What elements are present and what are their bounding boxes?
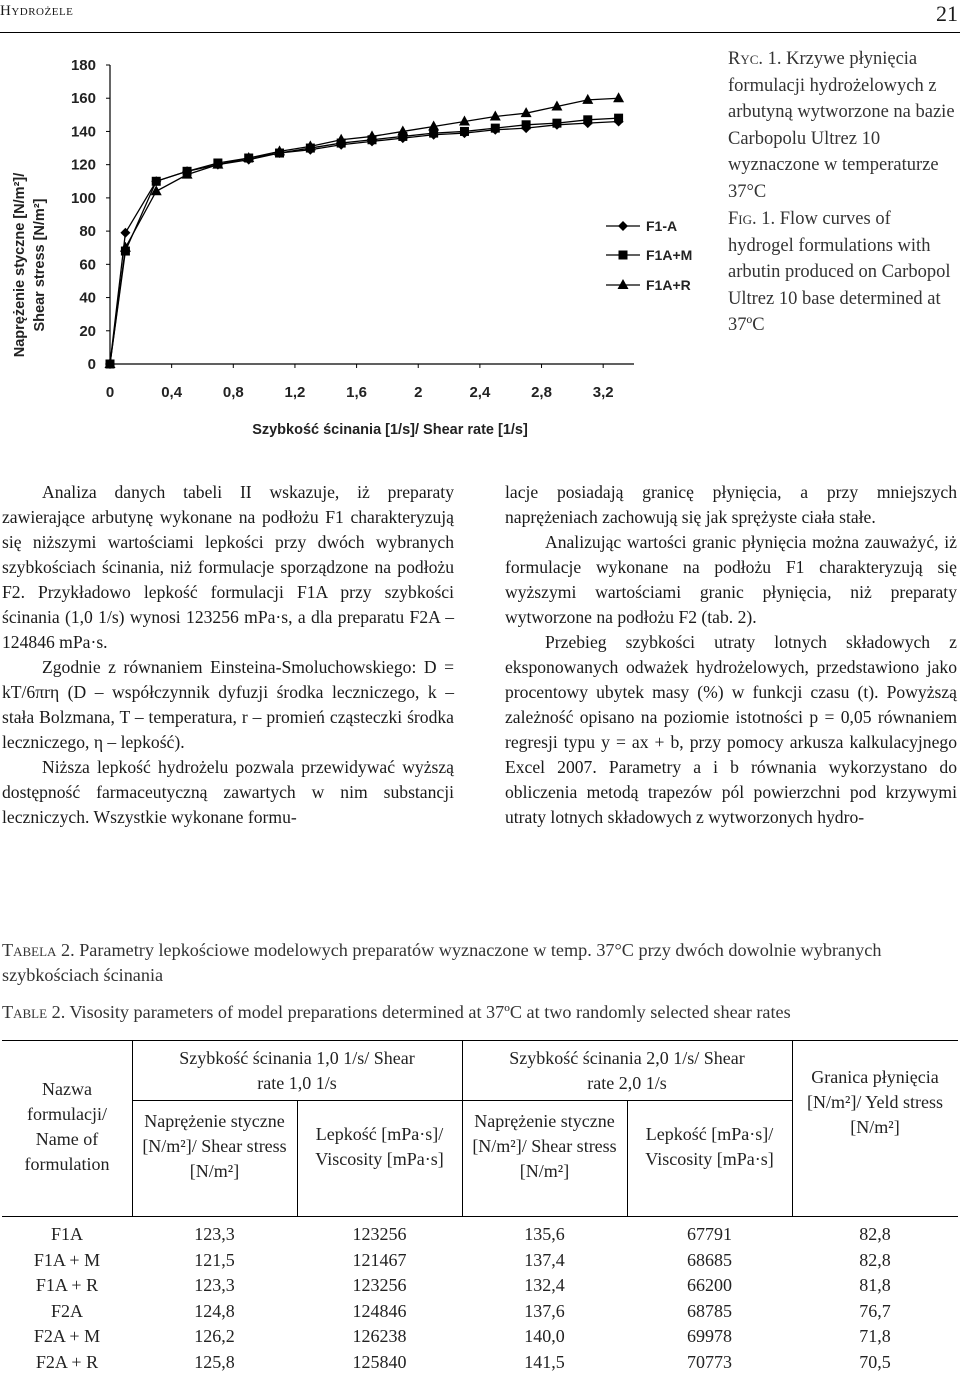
table-vrule xyxy=(627,1100,628,1216)
table-cell: 69978 xyxy=(687,1326,732,1346)
legend-label: F1A+R xyxy=(646,277,691,293)
header-viscosity-2: Lepkość [mPa·s]/ Viscosity [mPa·s] xyxy=(645,1124,774,1169)
header-rule xyxy=(0,32,960,33)
table-cell: 67791 xyxy=(687,1224,732,1244)
data-point xyxy=(491,124,500,133)
y-tick-label: 80 xyxy=(79,223,96,241)
header-stress-2: Naprężenie styczne [N/m²]/ Shear stress [N/m²] xyxy=(472,1111,617,1181)
y-axis-title-pl: Naprężenie styczne [N/m²]/ xyxy=(12,172,28,358)
table-caption-en-label: Table 2. xyxy=(2,1002,66,1022)
table-cell: 70773 xyxy=(687,1351,732,1372)
table-cell: 126,2 xyxy=(194,1326,235,1346)
data-point xyxy=(460,127,469,136)
y-tick-label: 20 xyxy=(79,322,96,340)
header-stress-1: Naprężenie styczne [N/m²]/ Shear stress [N/m²] xyxy=(142,1111,287,1181)
chart-series xyxy=(105,92,625,369)
table-cell: F1A + R xyxy=(35,1275,99,1295)
table-vrule xyxy=(462,1040,463,1216)
table-cell: F2A + M xyxy=(33,1326,101,1346)
table-vrule xyxy=(792,1040,793,1216)
table-row xyxy=(2,1299,958,1325)
paragraph: Analiza danych tabeli II wskazuje, iż preparaty zawierające arbutynę wykonane na podłożu F1 charakteryzują się niższymi wartościami lepkości przy dwóch wybranych szybkościach ścinania, niż formulacje sporządzone na podłożu F2. Przykładowo lepkość formulacji F1A przy szybkości ścinania (1,0 1/s) wynosi 123256 mPa·s, a dla preparatu F2A – 124846 mPa·s. xyxy=(2,482,454,652)
y-tick-label: 100 xyxy=(70,189,96,207)
table-cell: 121467 xyxy=(352,1249,407,1270)
table-vrule xyxy=(132,1040,133,1216)
figure-caption-pl xyxy=(728,46,960,205)
y-tick-label: 40 xyxy=(79,289,96,307)
paragraph: Analizując wartości granic płynięcia można zauważyć, iż formulacje wykonane na podłożu F1 charakteryzują się wyższymi wartościami granic płynięcia, niż preparaty wytworzone na podłożu F2 (tab. 2). xyxy=(505,532,957,627)
table-cell: 123256 xyxy=(352,1224,407,1244)
y-axis-title-en: Shear stress [N/m²] xyxy=(32,198,48,332)
figure-caption-en-text: Flow curves of hydrogel formulations with arbutin produced on Carbopol Ultrez 10 base determined at 37ºC xyxy=(728,209,951,335)
series-F1A+M xyxy=(106,114,624,369)
data-point xyxy=(522,120,531,129)
legend-marker xyxy=(618,221,628,231)
x-tick-label: 1,6 xyxy=(346,384,368,401)
y-tick-label: 140 xyxy=(70,123,96,141)
data-point xyxy=(552,119,561,128)
legend-label: F1A+M xyxy=(646,247,693,263)
x-tick-label: 2,4 xyxy=(469,384,491,401)
data-point xyxy=(120,228,130,238)
y-tick-label: 160 xyxy=(70,90,96,108)
table-cell: 125,8 xyxy=(194,1351,235,1372)
table-cell: F1A + M xyxy=(33,1249,101,1270)
y-tick-label: 60 xyxy=(79,256,96,274)
table-row xyxy=(2,1324,958,1350)
data-point xyxy=(582,94,593,104)
x-tick-label: 1,2 xyxy=(284,384,306,401)
table-cell: F1A xyxy=(50,1224,83,1244)
table-cell: F2A xyxy=(50,1300,83,1321)
table-cell: 132,4 xyxy=(524,1275,565,1295)
running-title: Hydrożele xyxy=(0,3,74,19)
table-cell: 137,6 xyxy=(524,1300,565,1321)
table-cell: 141,5 xyxy=(524,1351,565,1372)
table-row xyxy=(2,1350,958,1376)
table-cell: 81,8 xyxy=(859,1275,891,1295)
x-tick-label: 3,2 xyxy=(592,384,614,401)
x-tick-label: 0,4 xyxy=(161,384,183,401)
series-line xyxy=(110,121,619,364)
header-rate2: Szybkość ścinania 2,0 1/s/ Shear rate 2,0 1/s xyxy=(509,1048,745,1093)
table-cell: 123256 xyxy=(352,1275,407,1295)
x-tick-label: 0,8 xyxy=(222,384,244,401)
table-caption-pl xyxy=(2,938,958,988)
legend-label: F1-A xyxy=(646,218,678,234)
data-point xyxy=(614,114,623,123)
table-cell: F2A + R xyxy=(35,1351,99,1372)
x-tick-label: 2,8 xyxy=(531,384,552,401)
series-F1A+R xyxy=(105,92,625,368)
table-body xyxy=(2,1222,958,1375)
table-cell: 125840 xyxy=(352,1351,407,1372)
body-column-left xyxy=(2,480,454,830)
figure-caption-en xyxy=(728,206,960,339)
table-caption-en xyxy=(2,1000,958,1025)
paragraph: Zgodnie z równaniem Einsteina-Smoluchowskiego: D = kT/6πrη (D – współczynnik dyfuzji środka leczniczego, k – stała Bolzmana, T – temperatura, r – promień cząsteczki środka leczniczego, η – lepkość). xyxy=(2,657,454,752)
table-cell: 71,8 xyxy=(859,1326,891,1346)
x-tick-label: 0 xyxy=(105,384,115,401)
figure-caption-pl-label: Ryc. 1. xyxy=(728,49,782,69)
table-row xyxy=(2,1273,958,1299)
table-cell: 76,7 xyxy=(859,1300,891,1321)
data-point xyxy=(613,92,624,102)
legend-marker xyxy=(618,279,629,289)
table-cell: 82,8 xyxy=(859,1224,891,1244)
paragraph: lacje posiadają granicę płynięcia, a przy mniejszych naprężeniach zachowują się jak sprężyste ciała stałe. xyxy=(505,482,957,527)
table-cell: 121,5 xyxy=(194,1249,235,1270)
table-vrule xyxy=(297,1100,298,1216)
table-caption-pl-label: Tabela 2. xyxy=(2,940,75,960)
table-cell: 124846 xyxy=(352,1300,407,1321)
data-point xyxy=(152,177,161,186)
table-cell: 68685 xyxy=(687,1249,732,1270)
flow-curve-chart xyxy=(0,40,720,440)
table-cell: 123,3 xyxy=(194,1275,235,1295)
table-row xyxy=(2,1222,958,1248)
header-yield: Granica płynięcia [N/m²]/ Yeld stress [N/m²] xyxy=(807,1067,943,1137)
table-rule-header xyxy=(2,1216,958,1217)
table-cell: 68785 xyxy=(687,1300,732,1321)
table-cell: 126238 xyxy=(352,1326,407,1346)
paragraph: Przebieg szybkości utraty lotnych składowych z eksponowanych odważek hydrożelowych, przedstawiono jako procentowy ubytek masy (%) w funkcji czasu (t). Powyższą zależność opisano na poziomie istotności p = 0,05 równaniem regresji typu y = ax + b, przy pomocy arkusza kalkulacyjnego Excel 2007. Parametry a i b równania wykorzystano do obliczenia metodą trapezów pól powierzchni pod krzywymi utraty lotnych składowych z wytworzonych hydro- xyxy=(505,632,957,827)
header-viscosity-1: Lepkość [mPa·s]/ Viscosity [mPa·s] xyxy=(315,1124,444,1169)
header-name: Nazwa formulacji/ Name of formulation xyxy=(24,1079,110,1174)
table-cell: 137,4 xyxy=(524,1249,565,1270)
body-column-right xyxy=(505,480,957,830)
table-cell: 135,6 xyxy=(524,1224,565,1244)
series-line xyxy=(110,98,619,364)
chart-legend xyxy=(606,218,692,293)
y-tick-label: 120 xyxy=(70,156,96,174)
series-F1-A xyxy=(105,116,624,369)
x-axis-title: Szybkość ścinania [1/s]/ Shear rate [1/s] xyxy=(252,422,528,438)
page-number: 21 xyxy=(936,1,958,26)
header-rate1: Szybkość ścinania 1,0 1/s/ Shear rate 1,0 1/s xyxy=(179,1048,415,1093)
table-caption-pl-text: Parametry lepkościowe modelowych preparatów wyznaczone w temp. 37°C przy dwóch dowolnie wybranych szybkościach ścinania xyxy=(2,940,882,985)
x-tick-label: 2 xyxy=(414,384,423,401)
y-tick-label: 180 xyxy=(70,57,96,74)
table-caption-en-text: Visosity parameters of model preparations determined at 37ºC at two randomly selected shear rates xyxy=(69,1002,791,1022)
data-point xyxy=(583,115,592,124)
table-cell: 70,5 xyxy=(859,1351,891,1372)
table-cell: 123,3 xyxy=(194,1224,235,1244)
table-cell: 66200 xyxy=(687,1275,732,1295)
figure-caption-pl-text: Krzywe płynięcia formulacji hydrożelowych z arbutyną wytworzone na bazie Carbopolu Ultrez 10 wyznaczone w temperaturze 37°C xyxy=(728,49,955,202)
series-line xyxy=(110,118,619,364)
figure-caption-en-label: Fig. 1. xyxy=(728,209,776,229)
paragraph: Niższa lepkość hydrożelu pozwala przewidywać wyższą dostępność farmaceutyczną zawartych w nim substancji leczniczych. Wszystkie wykonane formu- xyxy=(2,757,454,827)
y-tick-label: 0 xyxy=(87,356,96,373)
table-cell: 140,0 xyxy=(524,1326,565,1346)
table-row xyxy=(2,1248,958,1274)
chart-ticks xyxy=(71,57,614,401)
table-cell: 124,8 xyxy=(194,1300,235,1321)
legend-marker xyxy=(619,251,628,260)
table-rule-top xyxy=(2,1040,958,1041)
table-cell: 82,8 xyxy=(859,1249,891,1270)
